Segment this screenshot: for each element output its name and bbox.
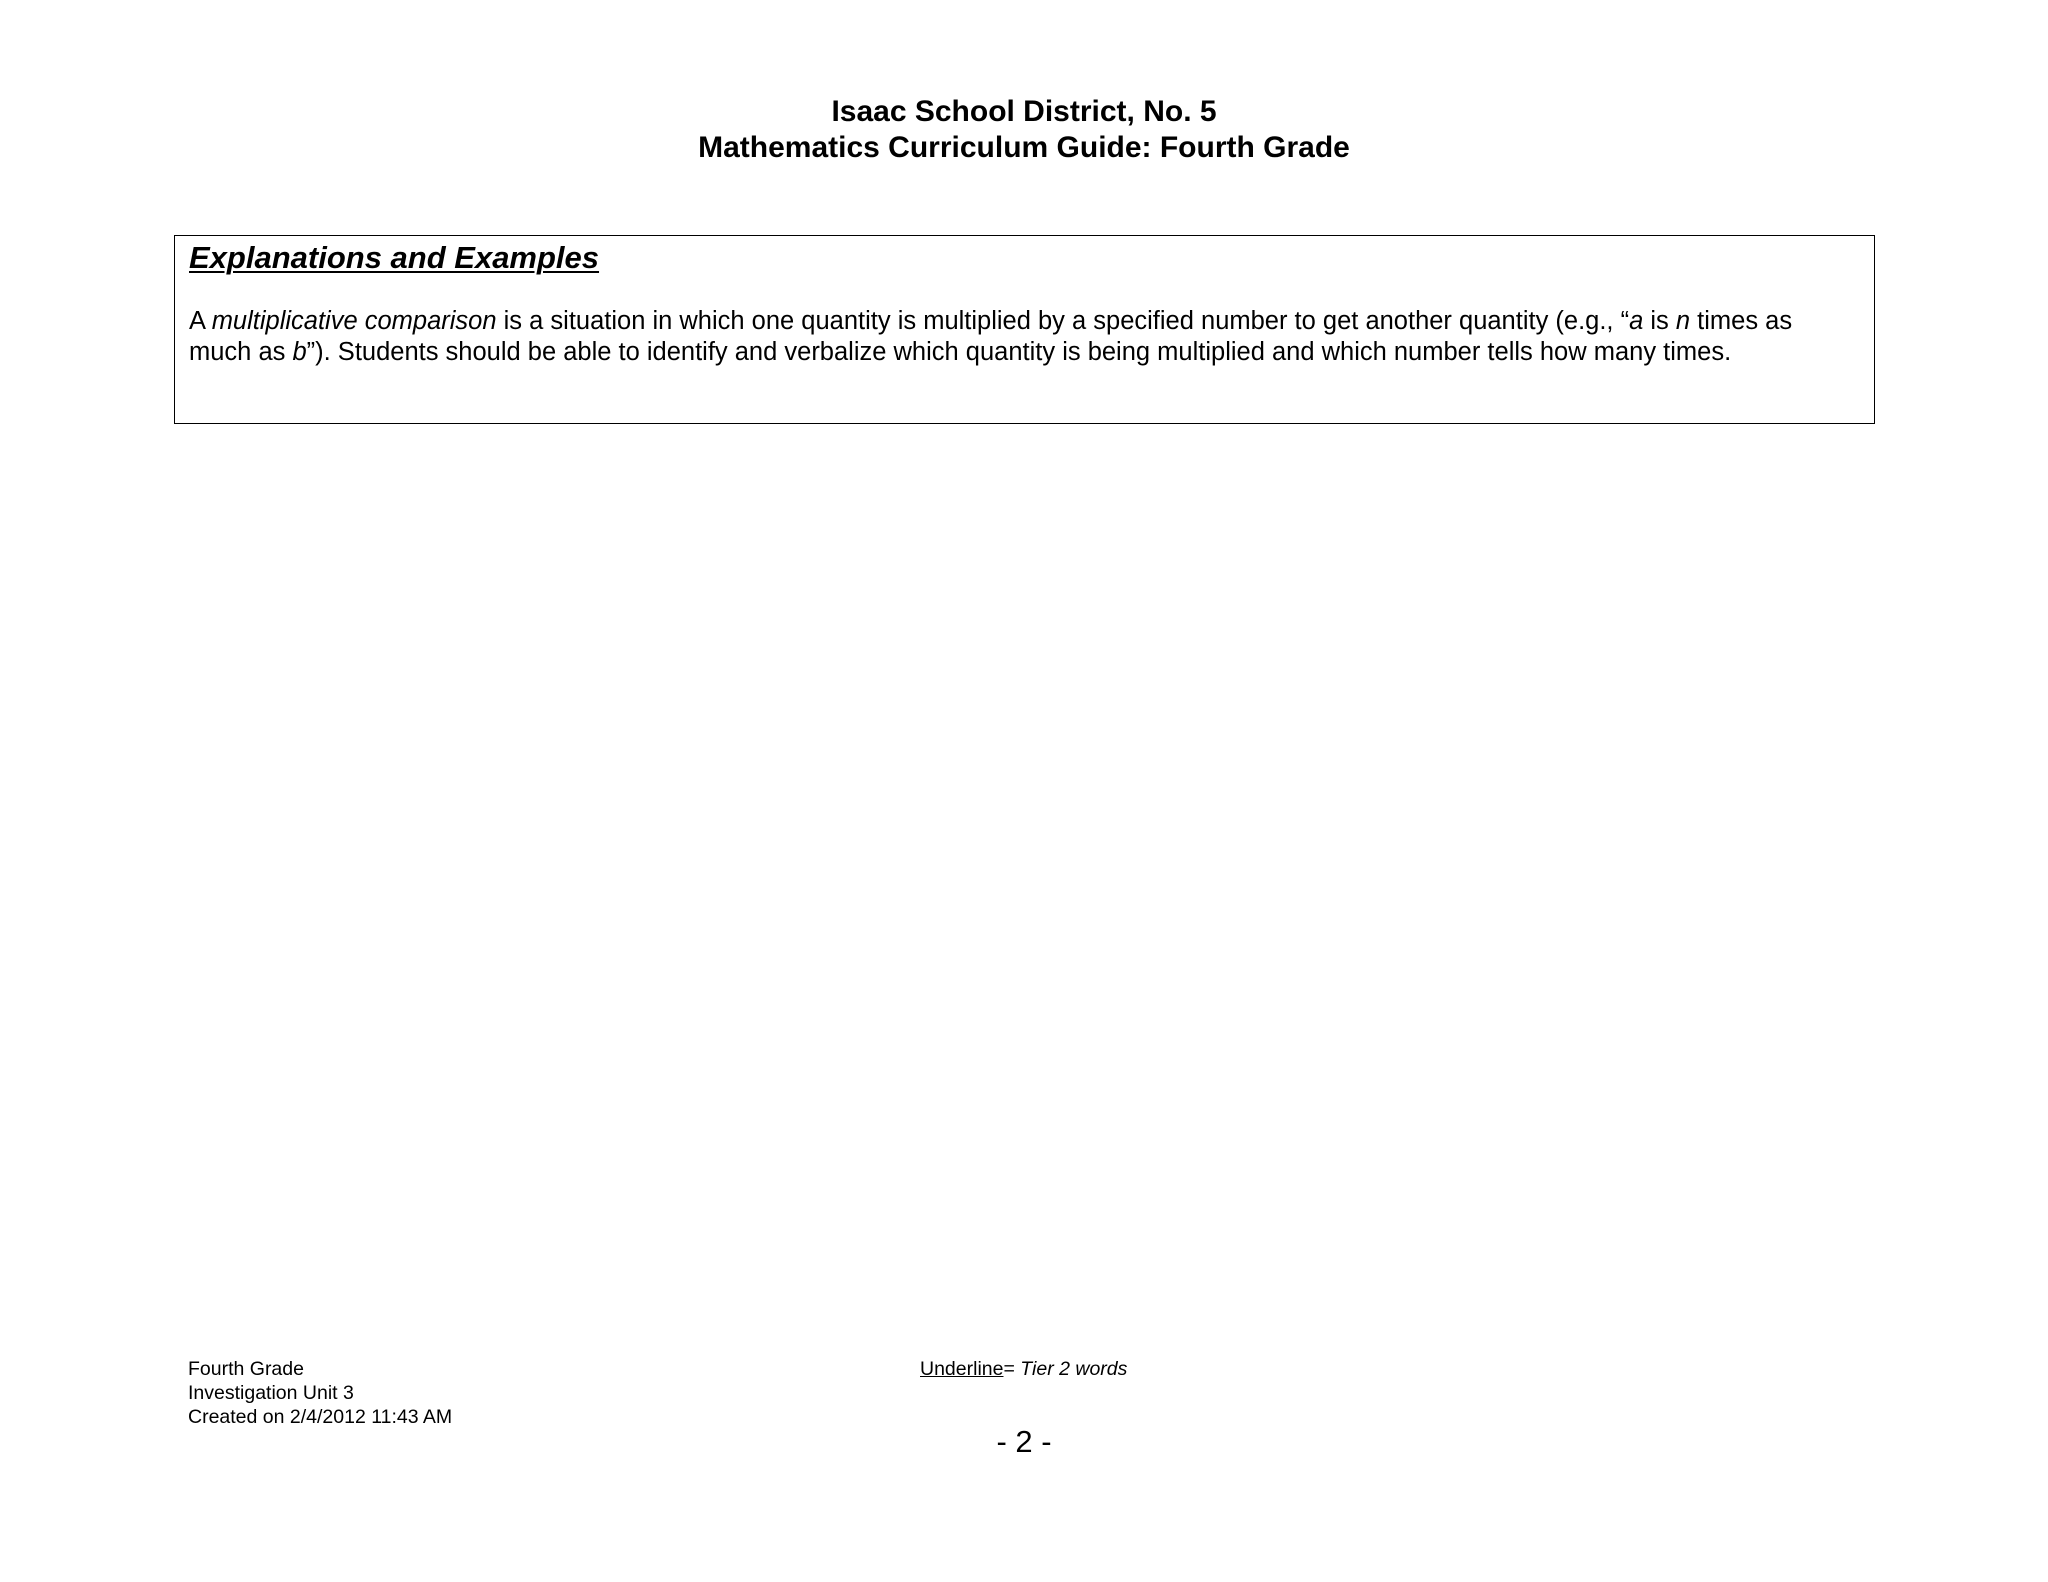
footer-legend <box>920 1357 1127 1381</box>
legend-tier: Tier 2 words <box>1020 1358 1128 1380</box>
district-title: Isaac School District, No. 5 <box>831 95 1217 128</box>
text-run: is <box>1643 307 1676 335</box>
variable-a: a <box>1629 307 1644 335</box>
footer-info <box>188 1357 452 1429</box>
text-run: is a situation in which one quantity is multiplied by a specified number to get another quantity (e.g., “ <box>496 307 1630 335</box>
section-paragraph <box>189 306 1859 368</box>
text-run: times as <box>1690 307 1793 335</box>
text-run: A <box>189 307 212 335</box>
legend-underline: Underline <box>920 1358 1004 1380</box>
variable-n: n <box>1675 307 1691 335</box>
text-run: much as <box>189 338 293 366</box>
explanations-box <box>174 235 1875 424</box>
guide-title: Mathematics Curriculum Guide: Fourth Grade <box>698 131 1350 164</box>
footer-created: Created on 2/4/2012 11:43 AM <box>188 1406 453 1428</box>
text-run: ”). Students should be able to identify and verbalize which quantity is being multiplied and which number tells how many times. <box>306 338 1732 366</box>
legend-equals: = <box>1003 1358 1021 1380</box>
footer-grade: Fourth Grade <box>188 1358 304 1380</box>
page-number: - 2 - <box>996 1424 1052 1459</box>
footer-unit: Investigation Unit 3 <box>188 1382 354 1404</box>
section-title: Explanations and Examples <box>189 240 600 275</box>
variable-b: b <box>292 338 307 366</box>
term-italic: multiplicative comparison <box>211 307 497 335</box>
paragraph-line-2 <box>189 337 1859 368</box>
document-header <box>0 94 2048 166</box>
paragraph-line-1 <box>189 306 1859 337</box>
